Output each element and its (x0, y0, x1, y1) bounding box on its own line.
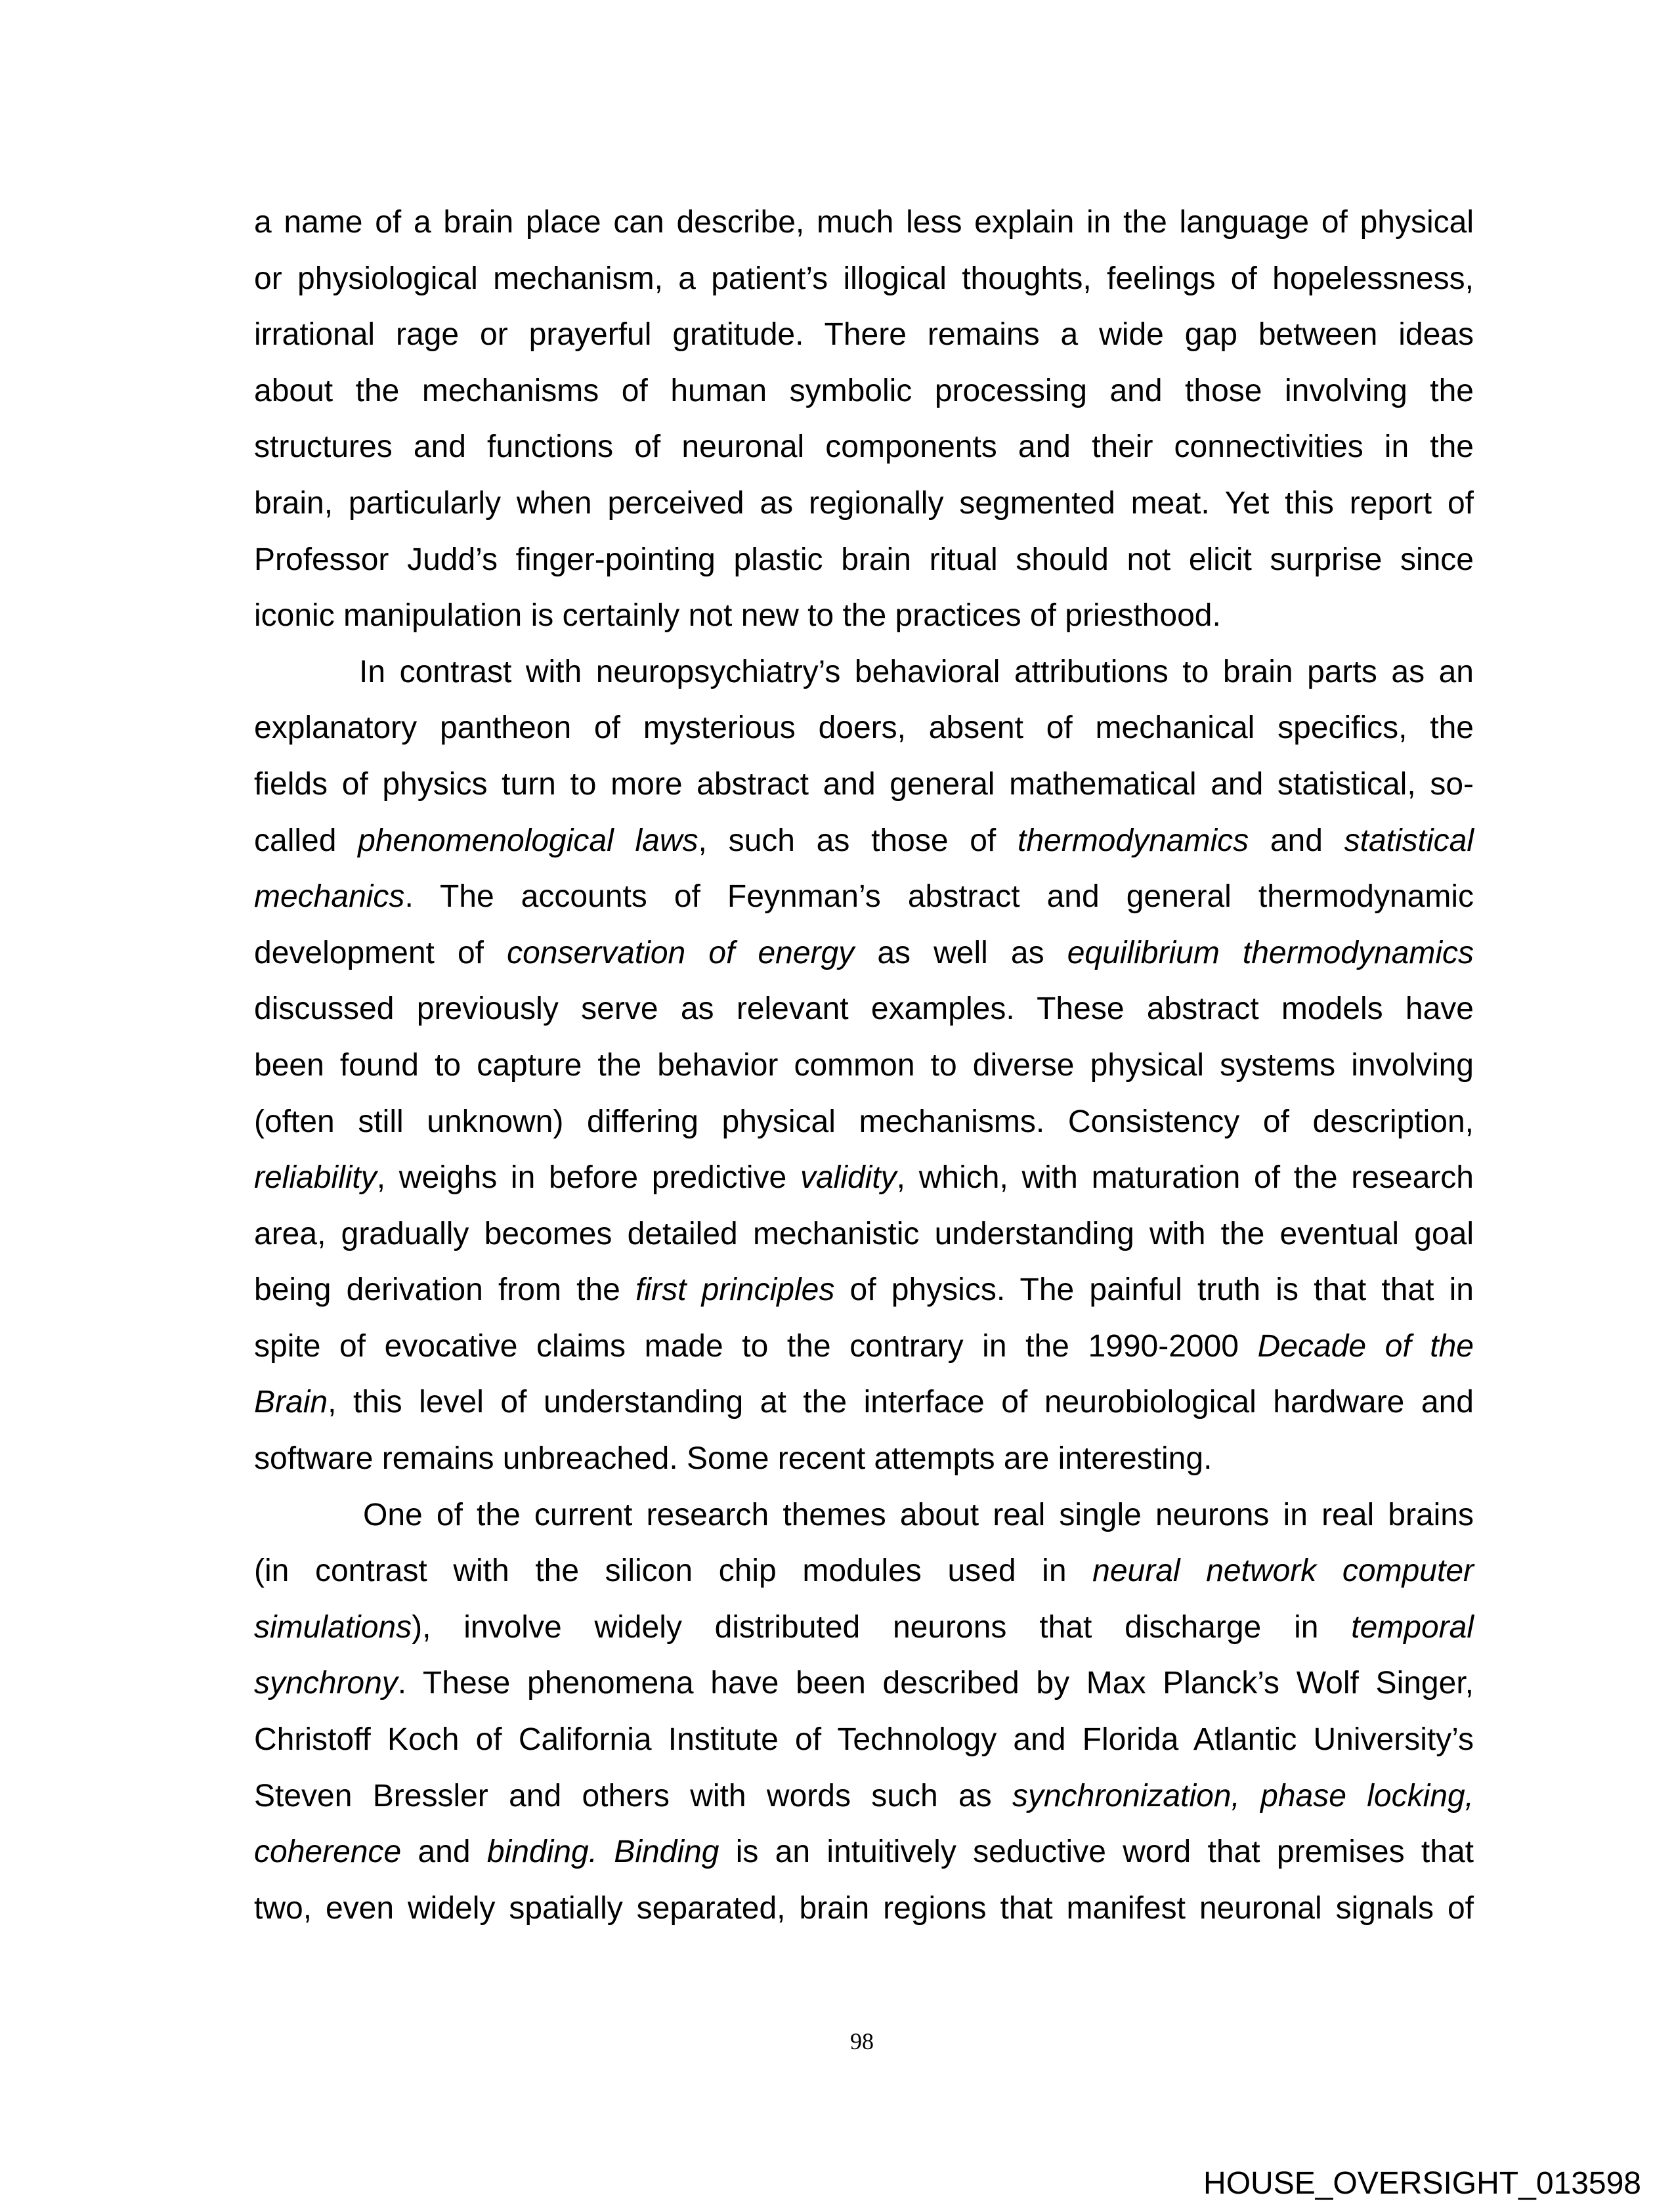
text-segment: fields of physics turn to more abstract and general mathematical and statistical, so- (254, 766, 1474, 802)
italic-text: simulations (254, 1609, 412, 1645)
italic-text: phenomenological laws (358, 823, 698, 858)
text-segment: (in contrast with the silicon chip modules used in (254, 1553, 1093, 1589)
text-line (254, 700, 1474, 756)
italic-text: statistical (1344, 823, 1474, 858)
italic-text: temporal (1351, 1609, 1474, 1645)
text-segment: Steven Bressler and others with words such as (254, 1778, 1012, 1813)
text-segment: been found to capture the behavior common to diverse physical systems involving (254, 1047, 1474, 1083)
italic-text: coherence (254, 1834, 402, 1870)
text-line (254, 1094, 1474, 1150)
text-segment: area, gradually becomes detailed mechanistic understanding with the eventual goal (254, 1216, 1474, 1251)
text-line (254, 1431, 1474, 1487)
text-segment: . These phenomena have been described by Max Planck’s Wolf Singer, (397, 1666, 1474, 1701)
text-line (254, 307, 1474, 363)
text-segment: , this level of understanding at the interface of neurobiological hardware and (328, 1385, 1474, 1420)
body-text (254, 194, 1474, 1936)
text-segment: is an intuitively seductive word that premises that (719, 1834, 1474, 1870)
text-line (254, 1206, 1474, 1263)
bates-number: HOUSE_OVERSIGHT_013598 (1203, 2166, 1641, 2201)
text-segment: as well as (854, 935, 1067, 970)
text-segment: Professor Judd’s finger-pointing plastic brain ritual should not elicit surprise since (254, 542, 1474, 577)
text-segment: ), involve widely distributed neurons that discharge in (412, 1609, 1352, 1645)
italic-text: thermodynamics (1017, 823, 1249, 858)
text-segment: development of (254, 935, 507, 970)
italic-text: synchrony (254, 1666, 398, 1701)
text-line (254, 1487, 1474, 1544)
text-segment: and (401, 1834, 487, 1870)
text-segment: about the mechanisms of human symbolic processing and those involving the (254, 373, 1474, 408)
text-segment: , which, with maturation of the research (896, 1160, 1474, 1196)
text-segment: Christoff Koch of California Institute of Technology and Florida Atlantic University’s (254, 1722, 1474, 1758)
text-segment: of physics. The painful truth is that that in (834, 1272, 1474, 1308)
text-line (254, 756, 1474, 813)
text-line (254, 644, 1474, 701)
text-line (254, 1880, 1474, 1937)
text-line (254, 475, 1474, 532)
text-line (254, 1599, 1474, 1656)
text-line (254, 532, 1474, 588)
text-segment: structures and functions of neuronal components and their connectivities in the (254, 429, 1474, 465)
text-line (254, 869, 1474, 925)
text-segment: a name of a brain place can describe, much less explain in the language of physical (254, 205, 1474, 240)
text-line (254, 1712, 1474, 1768)
italic-text: conservation of energy (507, 935, 855, 970)
text-line (254, 981, 1474, 1037)
text-line (254, 1150, 1474, 1206)
italic-text: Decade of the (1257, 1328, 1474, 1364)
text-segment: two, even widely spatially separated, brain regions that manifest neuronal signals of (254, 1890, 1474, 1926)
text-line (254, 194, 1474, 251)
italic-text: first principles (635, 1272, 835, 1308)
text-segment: , such as those of (698, 823, 1018, 858)
text-segment: being derivation from the (254, 1272, 636, 1308)
text-line (254, 813, 1474, 869)
text-segment: iconic manipulation is certainly not new to the practices of priesthood. (254, 598, 1221, 634)
text-segment: spite of evocative claims made to the contrary in the 1990-2000 (254, 1328, 1258, 1364)
text-segment: . The accounts of Feynman’s abstract and general thermodynamic (404, 879, 1474, 915)
text-line (254, 588, 1474, 644)
text-line (254, 1543, 1474, 1599)
italic-text: reliability (254, 1160, 377, 1196)
text-segment: brain, particularly when perceived as regionally segmented meat. Yet this report of (254, 485, 1474, 521)
text-line (254, 1768, 1474, 1825)
italic-text: binding. Binding (486, 1834, 719, 1870)
text-line (254, 419, 1474, 475)
text-segment: (often still unknown) differing physical mechanisms. Consistency of description, (254, 1104, 1474, 1139)
text-segment: , weighs in before predictive (376, 1160, 800, 1196)
text-segment: software remains unbreached. Some recent attempts are interesting. (254, 1441, 1213, 1477)
text-segment: irrational rage or prayerful gratitude. There remains a wide gap between ideas (254, 317, 1474, 353)
italic-text: equilibrium thermodynamics (1067, 935, 1474, 970)
text-segment: discussed previously serve as relevant examples. These abstract models have (254, 991, 1474, 1027)
text-line (254, 1318, 1474, 1375)
text-line (254, 1824, 1474, 1880)
text-segment: called (254, 823, 358, 858)
text-segment: or physiological mechanism, a patient’s illogical thoughts, feelings of hopelessness, (254, 261, 1474, 296)
text-line (254, 925, 1474, 982)
text-segment: and (1249, 823, 1344, 858)
text-line (254, 1374, 1474, 1431)
text-line (254, 1037, 1474, 1094)
text-line (254, 363, 1474, 420)
page-number: 98 (850, 2028, 874, 2054)
italic-text: neural network computer (1092, 1553, 1474, 1589)
italic-text: synchronization, phase locking, (1012, 1778, 1474, 1813)
text-line (254, 251, 1474, 307)
text-line (254, 1655, 1474, 1712)
text-line (254, 1262, 1474, 1318)
italic-text: mechanics (254, 879, 405, 915)
italic-text: Brain (254, 1385, 328, 1420)
italic-text: validity (800, 1160, 897, 1196)
text-segment: In contrast with neuropsychiatry’s behavioral attributions to brain parts as an (359, 654, 1474, 689)
text-segment: explanatory pantheon of mysterious doers, absent of mechanical specifics, the (254, 710, 1474, 746)
text-segment: One of the current research themes about real single neurons in real brains (363, 1497, 1474, 1532)
